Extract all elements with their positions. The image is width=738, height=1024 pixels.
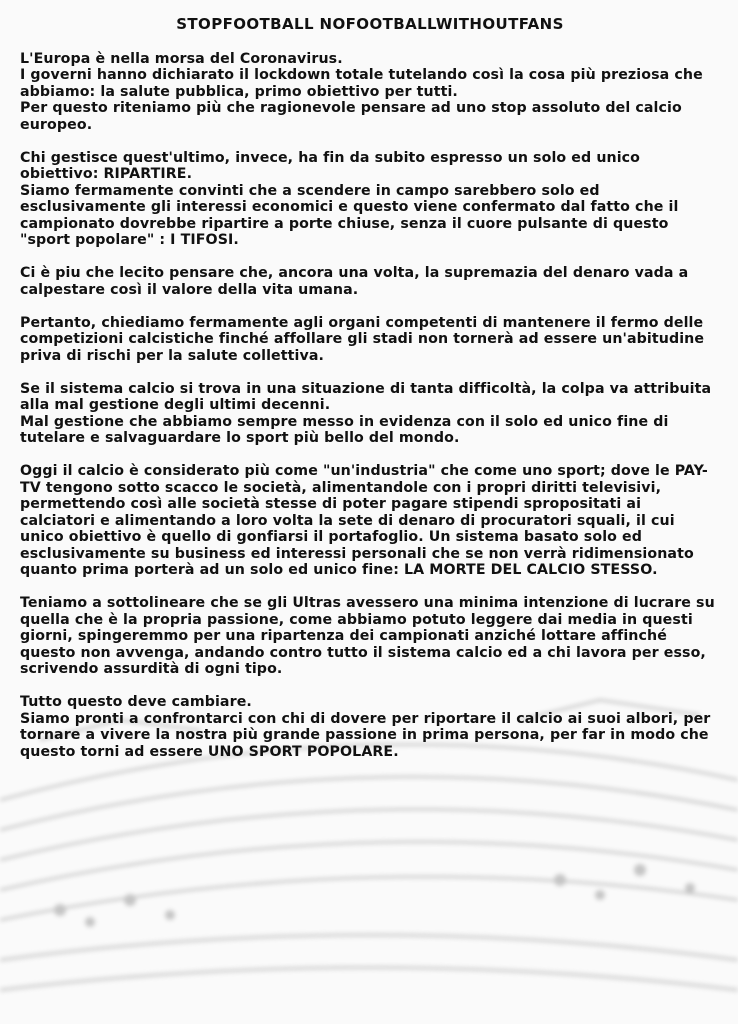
paragraph-8-line-2 — [20, 711, 720, 761]
paragraph-5 — [20, 381, 720, 447]
paragraph-2-line-2 — [20, 183, 720, 249]
page-title: STOPFOOTBALL NOFOOTBALLWITHOUTFANS — [176, 15, 564, 33]
paragraph-1-line-1: L'Europa è nella morsa del Coronavirus. — [20, 50, 343, 67]
paragraph-6-text: Oggi il calcio è considerato più come "un'industria" che come uno sport; dove le PAY-TV tengono sotto scacco le società, alimentandole con i propri diritti televisivi, permettendo così alle società stesse di poter pagare stipendi spropositati ai calciatori e alimentando a loro volta la sete di denaro di procuratori squali, il cui unico obiettivo è quello di gonfiarsi il portafoglio. Un sistema basato solo ed esclusivamente su business ed interessi personali che se non verrà ridimensionato quanto prima porterà ad un solo ed unico fine: — [20, 463, 708, 578]
manifesto-text — [20, 14, 720, 777]
paragraph-3: Ci è piu che lecito pensare che, ancora una volta, la supremazia del denaro vada a calpestare così il valore della vita umana. — [20, 265, 689, 298]
paragraph-2-text-a: Chi gestisce quest'ultimo, invece, ha fin da subito espresso un solo ed unico obiettivo: — [20, 149, 641, 182]
paragraph-2-line-1 — [20, 150, 720, 183]
paragraph-1-line-3: Per questo riteniamo più che ragionevole pensare ad uno stop assoluto del calcio europeo. — [20, 100, 682, 133]
ripartire-emphasis: RIPARTIRE. — [103, 166, 193, 182]
paragraph-4: Pertanto, chiediamo fermamente agli organi competenti di mantenere il fermo delle competizioni calcistiche finché affollare gli stadi non tornerà ad essere un'abitudine priva di rischi per la salute collettiva. — [20, 314, 705, 364]
paragraph-5-line-1: Se il sistema calcio si trova in una situazione di tanta difficoltà, la colpa va attribuita alla mal gestione degli ultimi decenni. — [20, 380, 712, 413]
paragraph-1 — [20, 51, 720, 134]
paragraph-8-line-1: Tutto questo deve cambiare. — [20, 694, 252, 710]
paragraph-7: Teniamo a sottolineare che se gli Ultras avessero una minima intenzione di lucrare su quella che è la propria passione, come abbiamo potuto leggere dai media in questi giorni, spingeremmo per una ripartenza dei campionati anziché lottare affinché questo non avvenga, andando contro tutto il sistema calcio ed a chi lavora per esso, scrivendo assurdità di ogni tipo. — [20, 595, 715, 677]
paragraph-2-text-c: Siamo fermamente convinti che a scendere in campo sarebbero solo ed esclusivamente gli interessi economici e questo viene confermato dal fatto che il campionato dovrebbe ripartire a porte chiuse, senza il cuore pulsante di questo "sport popolare" : — [20, 182, 679, 248]
sport-popolare-emphasis: UNO SPORT POPOLARE. — [207, 743, 399, 760]
paragraph-2 — [20, 150, 720, 249]
tifosi-emphasis: I TIFOSI. — [170, 232, 239, 248]
morte-calcio-emphasis: LA MORTE DEL CALCIO STESSO. — [404, 562, 658, 578]
paragraph-8-text: Siamo pronti a confrontarci con chi di dovere per riportare il calcio ai suoi albori, per tornare a vivere la nostra più grande passione in prima persona, per far in modo che questo torni ad essere — [20, 710, 711, 760]
paragraph-6 — [20, 463, 720, 579]
paragraph-8 — [20, 694, 720, 760]
paragraph-1-line-2: I governi hanno dichiarato il lockdown totale tutelando così la cosa più preziosa che abbiamo: la salute pubblica, primo obiettivo per tutti. — [20, 67, 703, 100]
paragraph-5-line-2: Mal gestione che abbiamo sempre messo in evidenza con il solo ed unico fine di tutelare e salvaguardare lo sport più bello del mondo. — [20, 413, 669, 446]
